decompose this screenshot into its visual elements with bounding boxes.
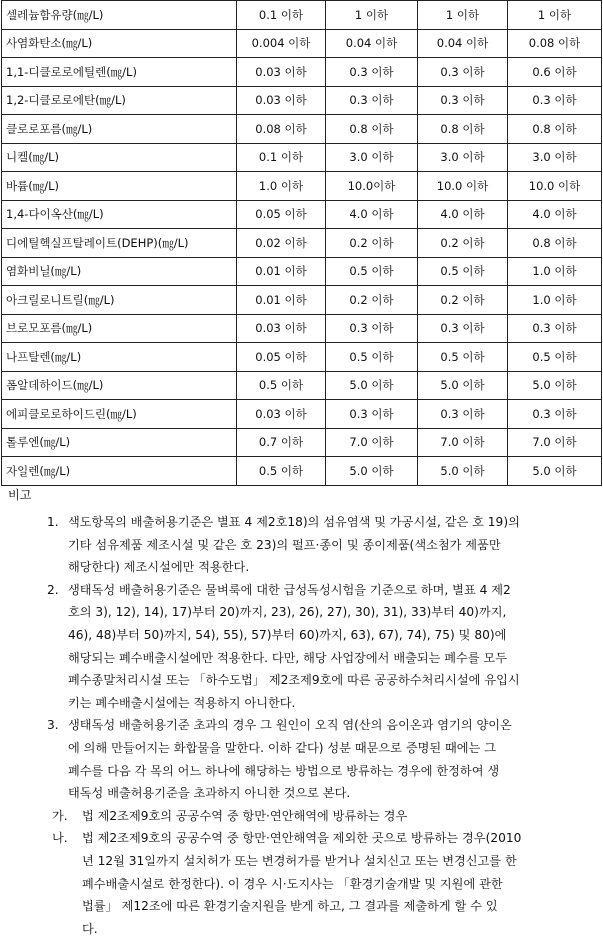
row-item-name: 폼알데하이드(㎎/L)	[2, 371, 237, 400]
table-row	[2, 58, 602, 87]
note-2-line-5: 폐수종말처리시설 또는 「하수도법」 제2조제9호에 따른 공공하수처리시설에 유입시	[68, 673, 520, 688]
note-3-line-4: 태독성 배출허용기준을 초과하지 아니한 것으로 본다.	[68, 786, 351, 801]
row-value-2: 10.0이하	[326, 172, 418, 201]
row-value-3: 4.0 이하	[418, 200, 508, 229]
row-value-2: 7.0 이하	[326, 428, 418, 457]
table-row	[2, 286, 602, 315]
row-value-2: 4.0 이하	[326, 200, 418, 229]
row-item-name: 염화비닐(㎎/L)	[2, 257, 237, 286]
note-2-line-6: 키는 폐수배출시설에는 적용하지 아니한다.	[68, 695, 296, 710]
table-row	[2, 115, 602, 144]
subitem-ga-mark: 가.	[52, 808, 68, 823]
row-value-1: 0.02 이하	[237, 229, 326, 258]
row-item-name: 1,1-디클로로에틸렌(㎎/L)	[2, 58, 237, 87]
row-value-3: 3.0 이하	[418, 143, 508, 172]
row-value-2: 5.0 이하	[326, 371, 418, 400]
row-item-name: 브로모포름(㎎/L)	[2, 314, 237, 343]
row-value-1: 0.1 이하	[237, 143, 326, 172]
table-row	[2, 428, 602, 457]
row-value-1: 0.5 이하	[237, 457, 326, 486]
row-value-4: 0.3 이하	[508, 86, 602, 115]
row-value-4: 1 이하	[508, 1, 602, 30]
table-row	[2, 86, 602, 115]
row-value-4: 0.8 이하	[508, 229, 602, 258]
row-value-3: 0.3 이하	[418, 86, 508, 115]
row-value-2: 0.3 이하	[326, 58, 418, 87]
row-value-4: 10.0 이하	[508, 172, 602, 201]
row-value-2: 5.0 이하	[326, 457, 418, 486]
row-value-4: 1.0 이하	[508, 257, 602, 286]
row-value-4: 5.0 이하	[508, 457, 602, 486]
row-value-1: 0.1 이하	[237, 1, 326, 30]
row-value-1: 0.01 이하	[237, 257, 326, 286]
row-item-name: 자일렌(㎎/L)	[2, 457, 237, 486]
row-value-2: 0.5 이하	[326, 257, 418, 286]
notes-heading: 비고	[8, 488, 32, 502]
row-item-name: 1,4-다이옥산(㎎/L)	[2, 200, 237, 229]
row-item-name: 아크릴로니트릴(㎎/L)	[2, 286, 237, 315]
row-value-4: 3.0 이하	[508, 143, 602, 172]
table-body	[2, 1, 602, 486]
note-2-line-1: 생태독성 배출허용기준은 물벼룩에 대한 급성독성시험을 기준으로 하며, 별표 4 제2	[68, 582, 511, 597]
table-row	[2, 314, 602, 343]
row-item-name: 클로로포름(㎎/L)	[2, 115, 237, 144]
row-value-1: 0.03 이하	[237, 314, 326, 343]
row-value-3: 10.0 이하	[418, 172, 508, 201]
note-3-line-2: 에 의해 만들어지는 화합물을 말한다. 이하 같다) 성분 때문으로 증명된 때에는 그	[68, 741, 496, 755]
row-value-3: 0.3 이하	[418, 400, 508, 429]
subitem-na-line-4: 법률」 제12조에 따른 환경기술지원을 받게 하고, 그 결과를 제출하게 할 수 있	[82, 899, 498, 914]
table-row	[2, 257, 602, 286]
row-item-name: 나프탈렌(㎎/L)	[2, 343, 237, 372]
row-value-2: 0.5 이하	[326, 343, 418, 372]
row-value-1: 0.03 이하	[237, 58, 326, 87]
row-value-4: 4.0 이하	[508, 200, 602, 229]
row-value-1: 0.08 이하	[237, 115, 326, 144]
note-1-line-2: 기타 섬유제품 제조시설 및 같은 호 23)의 펄프·종이 및 종이제품(색소첨가 제품만	[68, 537, 501, 552]
row-item-name: 에피클로로하이드린(㎎/L)	[2, 400, 237, 429]
table-row	[2, 343, 602, 372]
row-value-3: 5.0 이하	[418, 371, 508, 400]
row-value-2: 0.3 이하	[326, 314, 418, 343]
row-value-2: 3.0 이하	[326, 143, 418, 172]
row-value-3: 7.0 이하	[418, 428, 508, 457]
row-value-4: 0.6 이하	[508, 58, 602, 87]
row-value-2: 0.2 이하	[326, 286, 418, 315]
row-value-1: 1.0 이하	[237, 172, 326, 201]
table-row	[2, 200, 602, 229]
row-value-2: 0.2 이하	[326, 229, 418, 258]
row-value-2: 0.3 이하	[326, 86, 418, 115]
row-value-3: 0.8 이하	[418, 115, 508, 144]
row-value-3: 0.04 이하	[418, 29, 508, 58]
note-1-line-1: 색도항목의 배출허용기준은 별표 4 제2호18)의 섬유염색 및 가공시설, 같은 호 19)의	[68, 515, 520, 529]
row-item-name: 니켈(㎎/L)	[2, 143, 237, 172]
note-2-line-2: 호의 3), 12), 14), 17)부터 20)까지, 23), 26), 27), 30), 31), 33)부터 40)까지,	[68, 605, 507, 620]
row-value-1: 0.004 이하	[237, 29, 326, 58]
note-2-line-3: 46), 48)부터 50)까지, 54), 55), 57)부터 60)까지, 63), 67), 74), 75) 및 80)에	[68, 628, 507, 642]
row-value-4: 0.3 이하	[508, 400, 602, 429]
row-value-4: 1.0 이하	[508, 286, 602, 315]
row-item-name: 셀레늄함유량(㎎/L)	[2, 1, 237, 30]
note-1-line-3: 해당한다) 제조시설에만 적용한다.	[68, 560, 250, 575]
row-item-name: 사염화탄소(㎎/L)	[2, 29, 237, 58]
row-value-1: 0.7 이하	[237, 428, 326, 457]
note-3-line-3: 폐수를 다음 각 목의 어느 하나에 해당하는 방법으로 방류하는 경우에 한정하여 생	[68, 763, 500, 778]
table-row	[2, 457, 602, 486]
row-value-3: 0.2 이하	[418, 286, 508, 315]
note-3-number: 3.	[47, 718, 59, 733]
row-value-2: 1 이하	[326, 1, 418, 30]
row-item-name: 바륨(㎎/L)	[2, 172, 237, 201]
row-value-4: 0.3 이하	[508, 314, 602, 343]
subitem-na-line-5: 다.	[82, 921, 98, 936]
table-row	[2, 1, 602, 30]
table-row	[2, 371, 602, 400]
row-value-4: 0.8 이하	[508, 115, 602, 144]
row-value-3: 0.5 이하	[418, 343, 508, 372]
row-item-name: 디에틸헥실프탈레이트(DEHP)(㎎/L)	[2, 229, 237, 258]
note-3-line-1: 생태독성 배출허용기준 초과의 경우 그 원인이 오직 염(산의 음이온과 염기의 양이온	[68, 718, 512, 733]
row-value-4: 0.08 이하	[508, 29, 602, 58]
row-value-1: 0.05 이하	[237, 200, 326, 229]
row-value-2: 0.3 이하	[326, 400, 418, 429]
table-row	[2, 229, 602, 258]
row-value-3: 5.0 이하	[418, 457, 508, 486]
row-value-3: 0.2 이하	[418, 229, 508, 258]
row-item-name: 톨루엔(㎎/L)	[2, 428, 237, 457]
row-value-4: 0.5 이하	[508, 343, 602, 372]
subitem-na-line-2: 년 12월 31일까지 설치허가 또는 변경허가를 받거나 설치신고 또는 변경신고를 한	[82, 854, 517, 868]
row-value-1: 0.03 이하	[237, 400, 326, 429]
row-value-3: 0.5 이하	[418, 257, 508, 286]
row-value-1: 0.05 이하	[237, 343, 326, 372]
row-value-3: 1 이하	[418, 1, 508, 30]
table-row	[2, 29, 602, 58]
row-value-1: 0.5 이하	[237, 371, 326, 400]
subitem-ga-line-1: 법 제2조제9호의 공공수역 중 항만·연안해역에 방류하는 경우	[82, 808, 408, 823]
row-item-name: 1,2-디클로로에탄(㎎/L)	[2, 86, 237, 115]
effluent-standards-table	[1, 0, 602, 486]
note-1-number: 1.	[47, 515, 59, 529]
note-2-number: 2.	[47, 582, 59, 597]
subitem-na-mark: 나.	[52, 831, 68, 846]
row-value-4: 7.0 이하	[508, 428, 602, 457]
row-value-3: 0.3 이하	[418, 58, 508, 87]
subitem-na-line-3: 폐수배출시설로 한정한다). 이 경우 시·도지사는 「환경기술개발 및 지원에 관한	[82, 876, 503, 891]
table-row	[2, 143, 602, 172]
table-row	[2, 172, 602, 201]
row-value-3: 0.3 이하	[418, 314, 508, 343]
subitem-na-line-1: 법 제2조제9호의 공공수역 중 항만·연안해역을 제외한 곳으로 방류하는 경우(2010	[82, 831, 522, 846]
row-value-1: 0.03 이하	[237, 86, 326, 115]
row-value-2: 0.04 이하	[326, 29, 418, 58]
row-value-2: 0.8 이하	[326, 115, 418, 144]
note-2-line-4: 해당되는 폐수배출시설에만 적용한다. 다만, 해당 사업장에서 배출되는 폐수를 모두	[68, 650, 508, 665]
row-value-1: 0.01 이하	[237, 286, 326, 315]
table-row	[2, 400, 602, 429]
row-value-4: 5.0 이하	[508, 371, 602, 400]
